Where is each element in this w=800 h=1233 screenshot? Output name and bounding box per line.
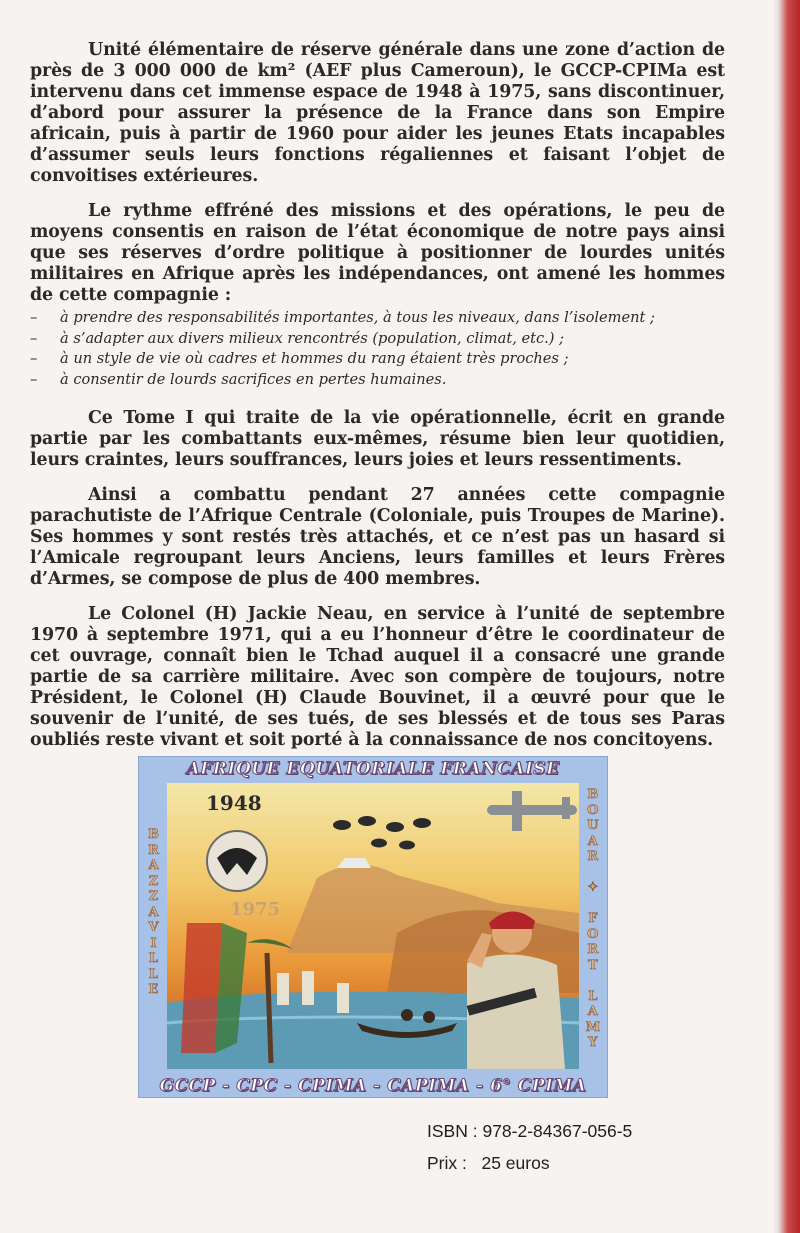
poster-letter: O — [587, 926, 599, 942]
poster-letter — [591, 896, 596, 912]
poster-letter: A — [148, 858, 159, 873]
year-start: 1948 — [206, 791, 262, 815]
isbn-label: ISBN : — [427, 1121, 478, 1141]
isbn-row — [427, 1115, 632, 1147]
poster-letter: R — [148, 842, 159, 858]
poster-letter: L — [148, 966, 159, 982]
dash-bullet: – — [30, 350, 38, 367]
poster-artwork — [167, 783, 579, 1069]
poster-letter: M — [585, 1019, 600, 1035]
poster-letter: B — [587, 787, 599, 802]
price-label: Prix : — [427, 1153, 467, 1173]
poster-letter: Y — [588, 1035, 598, 1050]
poster-letter: ✦ — [587, 880, 599, 895]
dash-bullet: – — [30, 370, 38, 388]
poster-letter: F — [588, 911, 598, 926]
poster-letter: O — [587, 802, 599, 818]
poster-letter: L — [588, 988, 598, 1004]
list-item: – à consentir de lourds sacrifices en pertes humaines. — [30, 370, 725, 391]
poster-letter: B — [148, 827, 159, 842]
poster-letter: R — [587, 849, 599, 864]
dash-bullet: – — [30, 309, 38, 326]
paragraph-2: Le rythme effréné des missions et des opérations, le peu de moyens consentis en raison de l’état économique de notre pays ainsi que ses réserves d’ordre politique à positionner de lourdes unités militaires en Afrique après les indépendances, ont amené les hommes de cette compagnie : — [30, 201, 725, 305]
mission-list — [30, 308, 725, 390]
poster-letter: T — [587, 957, 598, 973]
paragraph-4: Ainsi a combattu pendant 27 années cette compagnie parachutiste de l’Afrique Centrale (Coloniale, puis Troupes de Marine). Ses hommes y sont restés très attachés, et ce n’est pas un hasard si l’Amicale regroupant leurs Anciens, leurs familles et leurs Frères d’Armes, se compose de plus de 400 membres. — [30, 485, 725, 589]
price-row — [427, 1147, 632, 1179]
book-metadata — [427, 1115, 632, 1179]
list-item: – à un style de vie où cadres et hommes du rang étaient très proches ; — [30, 349, 725, 370]
poster-letter: V — [148, 920, 159, 935]
paragraph-3: Ce Tome I qui traite de la vie opérationnelle, écrit en grande partie par les combattants eux-mêmes, résume bien leur quotidien, leurs craintes, leurs souffrances, leurs joies et leurs ressentiments. — [30, 408, 725, 470]
list-item: – à s’adapter aux divers milieux rencontrés (population, climat, etc.) ; — [30, 329, 725, 350]
page-edge-red — [778, 0, 800, 1233]
poster-scene — [167, 783, 579, 1069]
isbn-value: 978-2-84367-056-5 — [482, 1121, 633, 1141]
paragraph-1: Unité élémentaire de réserve générale dans une zone d’action de près de 3 000 000 de km² (AEF plus Cameroun), le GCCP-CPIMa est intervenu dans cet immense espace de 1948 à 1975, sans discontinuer, d’abord pour assurer la présence de la France dans son Empire africain, puis à partir de 1960 pour aider les jeunes Etats incapables d’assumer seuls leurs fonctions régaliennes et faisant l’objet de convoitises extérieures. — [30, 40, 725, 186]
poster-letter: Z — [148, 873, 159, 889]
dash-bullet: – — [30, 329, 38, 347]
poster-letter: I — [150, 935, 157, 951]
poster-letter: A — [587, 833, 598, 849]
poster-letter: U — [587, 818, 599, 833]
poster-top-banner: AFRIQUE EQUATORIALE FRANCAISE — [186, 759, 560, 779]
city-right-vertical — [586, 787, 600, 1051]
poster-bottom-banner: GCCP - CPC - CPIMA - CAPIMA - 6° CPIMA — [159, 1076, 587, 1096]
document-body — [30, 40, 725, 765]
city-left-vertical — [148, 827, 159, 998]
paragraph-5: Le Colonel (H) Jackie Neau, en service à l’unité de septembre 1970 à septembre 1971, qui a eu l’honneur d’être le coordinateur de cet ouvrage, connaît bien le Tchad auquel il a consacré une grande partie de sa carrière militaire. Avec son compère de toujours, notre Président, le Colonel (H) Claude Bouvinet, il a œuvré pour que le souvenir de l’unité, de ses tués, de ses blessés et de tous ses Paras oubliés reste vivant et soit porté à la connaissance de nos concitoyens. — [30, 604, 725, 750]
poster-letter — [591, 865, 596, 881]
list-item: – à prendre des responsabilités importantes, à tous les niveaux, dans l’isolement ; — [30, 308, 725, 329]
price-value: 25 euros — [481, 1153, 550, 1173]
illustration-poster — [138, 756, 608, 1098]
poster-letter: E — [148, 982, 159, 997]
poster-letter: Z — [148, 889, 159, 904]
poster-letter: R — [587, 942, 599, 957]
poster-letter: L — [148, 951, 159, 966]
poster-letter: A — [587, 1004, 598, 1019]
poster-letter — [591, 973, 596, 989]
year-end: 1975 — [230, 899, 281, 920]
poster-letter: A — [148, 904, 159, 920]
